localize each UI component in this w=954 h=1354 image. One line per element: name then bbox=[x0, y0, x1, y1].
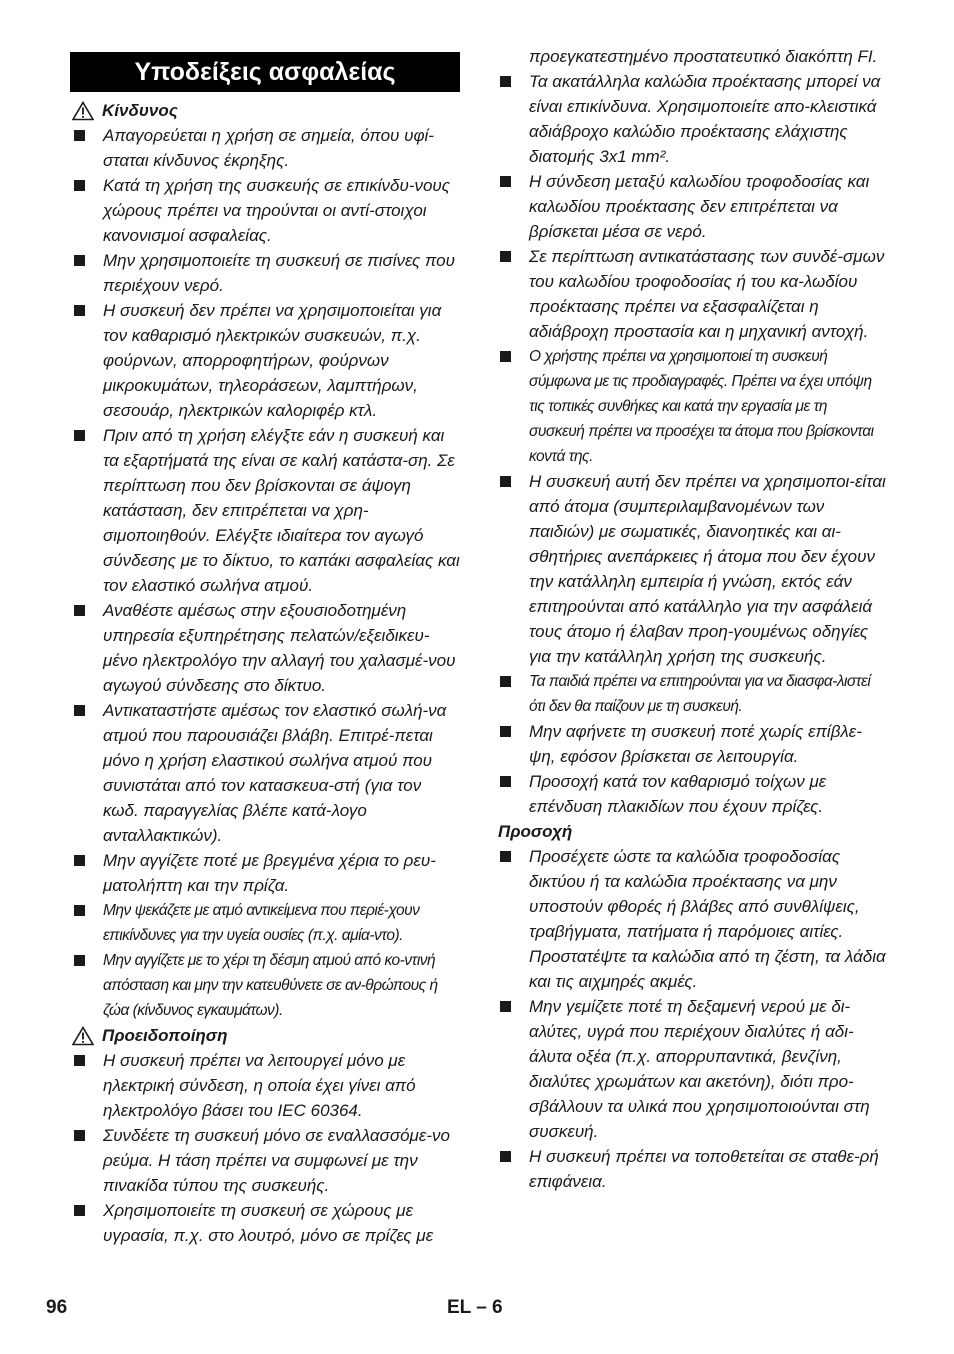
list-item: Πριν από τη χρήση ελέγξτε εάν η συσκευή και τα εξαρτήματά της είναι σε καλή κατάστα-ση. Σε περίπτωση που δεν βρίσκονται σε άψογη κατάσταση, δεν επιτρέπεται να χρη-σιμοποιηθούν. Ελέγξτε ιδιαίτερα τον αγωγό σύνδεσης με το δίκτυο, το καπάκι ασφαλείας και τον ελαστικό σωλήνα ατμού. bbox=[70, 423, 460, 598]
danger-heading bbox=[70, 98, 460, 123]
danger-heading-text: Κίνδυνος bbox=[102, 101, 178, 120]
section-code: EL – 6 bbox=[447, 1297, 503, 1318]
list-item: Μην αγγίζετε ποτέ με βρεγμένα χέρια το ρευ-ματολήπτη και την πρίζα. bbox=[70, 848, 460, 898]
list-item: Κατά τη χρήση της συσκευής σε επικίνδυ-νους χώρους πρέπει να τηρούνται οι αντί-στοιχοι κανονισμοί ασφαλείας. bbox=[70, 173, 460, 248]
danger-list bbox=[70, 123, 460, 1023]
page-number: 96 bbox=[46, 1297, 68, 1318]
list-item: Μην ψεκάζετε με ατμό αντικείμενα που περιέ-χουν επικίνδυνες για την υγεία ουσίες (π.χ. αμία-ντο). bbox=[70, 898, 460, 948]
list-item: Χρησιμοποιείτε τη συσκευή σε χώρους με υγρασία, π.χ. στο λουτρό, μόνο σε πρίζες με bbox=[70, 1198, 460, 1248]
list-item: Η συσκευή δεν πρέπει να χρησιμοποιείται για τον καθαρισμό ηλεκτρικών συσκευών, π.χ. φούρνων, απορροφητήρων, φούρνων μικροκυμάτων, τηλεοράσεων, λαμπτήρων, σεσουάρ, ηλεκτρικών καλοριφέρ κτλ. bbox=[70, 298, 460, 423]
list-item: Τα ακατάλληλα καλώδια προέκτασης μπορεί να είναι επικίνδυνα. Χρησιμοποιείτε απο-κλειστικά αδιάβροχο καλώδιο προέκτασης ελάχιστης διατομής 3x1 mm². bbox=[496, 69, 886, 169]
caution-list bbox=[496, 844, 886, 1194]
list-item: Η συσκευή αυτή δεν πρέπει να χρησιμοποι-είται από άτομα (συμπεριλαμβανομένων των παιδιών) με σωματικές, διανοητικές και αι-σθητήριες ανεπάρκειες ή άτομα που δεν έχουν την κατάλληλη εμπειρία ή γνώση, εκτός εάν επιτηρούνται από κατάλληλο για την ασφάλειά τους άτομο ή έλαβαν προη-γουμένως οδηγίες για την κατάλληλη χρήση της συσκευής. bbox=[496, 469, 886, 669]
list-item: Μην γεμίζετε ποτέ τη δεξαμενή νερού με δι-αλύτες, υγρά που περιέχουν διαλύτες ή αδι-άλυτα οξέα (π.χ. απορρυπαντικά, βενζίνη, διαλύτες χρωμάτων και ακετόνη), διότι προ-σβάλλουν τα υλικά που χρησιμοποιούνται στη συσκευή. bbox=[496, 994, 886, 1144]
warning-triangle-icon bbox=[72, 101, 94, 121]
list-item: Η συσκευή πρέπει να τοποθετείται σε σταθε-ρή επιφάνεια. bbox=[496, 1144, 886, 1194]
right-column bbox=[496, 44, 886, 1194]
list-item: Τα παιδιά πρέπει να επιτηρούνται για να διασφα-λιστεί ότι δεν θα παίζουν με τη συσκευή. bbox=[496, 669, 886, 719]
continuation-text: προεγκατεστημένο προστατευτικό διακόπτη FI. bbox=[529, 47, 878, 66]
section-title: Υποδείξεις ασφαλείας bbox=[70, 52, 460, 92]
list-item: Σε περίπτωση αντικατάστασης των συνδέ-σμων του καλωδίου τροφοδοσίας ή του κα-λωδίου προέκτασης πρέπει να εξασφαλίζεται η αδιάβροχη προστασία και η μηχανική αντοχή. bbox=[496, 244, 886, 344]
list-item: Αντικαταστήστε αμέσως τον ελαστικό σωλή-να ατμού που παρουσιάζει βλάβη. Επιτρέ-πεται μόνο η χρήση ελαστικού σωλήνα ατμού που συνιστάται από τον κατασκευα-στή (για τον κωδ. παραγγελίας βλέπε κατά-λογο ανταλλακτικών). bbox=[70, 698, 460, 848]
list-item: Η συσκευή πρέπει να λειτουργεί μόνο με ηλεκτρική σύνδεση, η οποία έχει γίνει από ηλεκτρολόγο βάσει του IEC 60364. bbox=[70, 1048, 460, 1123]
right-list bbox=[496, 69, 886, 819]
left-column bbox=[70, 44, 460, 1248]
warning-triangle-icon bbox=[72, 1026, 94, 1046]
list-item: Προσέχετε ώστε τα καλώδια τροφοδοσίας δικτύου ή τα καλώδια προέκτασης να μην υποστούν φθορές ή βλάβες από συνθλίψεις, τραβήγματα, πατήματα ή παρόμοιες αιτίες. Προστατέψτε τα καλώδια από τη ζέστη, τα λάδια και τις αιχμηρές ακμές. bbox=[496, 844, 886, 994]
list-item: Η σύνδεση μεταξύ καλωδίου τροφοδοσίας και καλωδίου προέκτασης δεν επιτρέπεται να βρίσκεται μέσα σε νερό. bbox=[496, 169, 886, 244]
list-item: Αναθέστε αμέσως στην εξουσιοδοτημένη υπηρεσία εξυπηρέτησης πελατών/εξειδικευ-μένο ηλεκτρολόγο την αλλαγή του χαλασμέ-νου αγωγού σύνδεσης στο δίκτυο. bbox=[70, 598, 460, 698]
list-item: Μην χρησιμοποιείτε τη συσκευή σε πισίνες που περιέχουν νερό. bbox=[70, 248, 460, 298]
warning-list bbox=[70, 1048, 460, 1248]
warning-heading-text: Προειδοποίηση bbox=[102, 1026, 228, 1045]
list-item: Απαγορεύεται η χρήση σε σημεία, όπου υφί-σταται κίνδυνος έκρηξης. bbox=[70, 123, 460, 173]
caution-heading: Προσοχή bbox=[498, 822, 573, 841]
list-item: Προσοχή κατά τον καθαρισμό τοίχων με επένδυση πλακιδίων που έχουν πρίζες. bbox=[496, 769, 886, 819]
warning-heading bbox=[70, 1023, 460, 1048]
list-item: Μην αφήνετε τη συσκευή ποτέ χωρίς επίβλε-ψη, εφόσον βρίσκεται σε λειτουργία. bbox=[496, 719, 886, 769]
list-item: Ο χρήστης πρέπει να χρησιμοποιεί τη συσκευή σύμφωνα με τις προδιαγραφές. Πρέπει να έχει υπόψη τις τοπικές συνθήκες και κατά την εργασία με τη συσκευή πρέπει να προσέχει τα άτομα που βρίσκονται κοντά της. bbox=[496, 344, 886, 469]
list-item: Συνδέετε τη συσκευή μόνο σε εναλλασσόμε-νο ρεύμα. Η τάση πρέπει να συμφωνεί με την πινακίδα τύπου της συσκευής. bbox=[70, 1123, 460, 1198]
list-item: Μην αγγίζετε με το χέρι τη δέσμη ατμού από κο-ντινή απόσταση και μην την κατευθύνετε σε αν-θρώπους ή ζώα (κίνδυνος εγκαυμάτων). bbox=[70, 948, 460, 1023]
